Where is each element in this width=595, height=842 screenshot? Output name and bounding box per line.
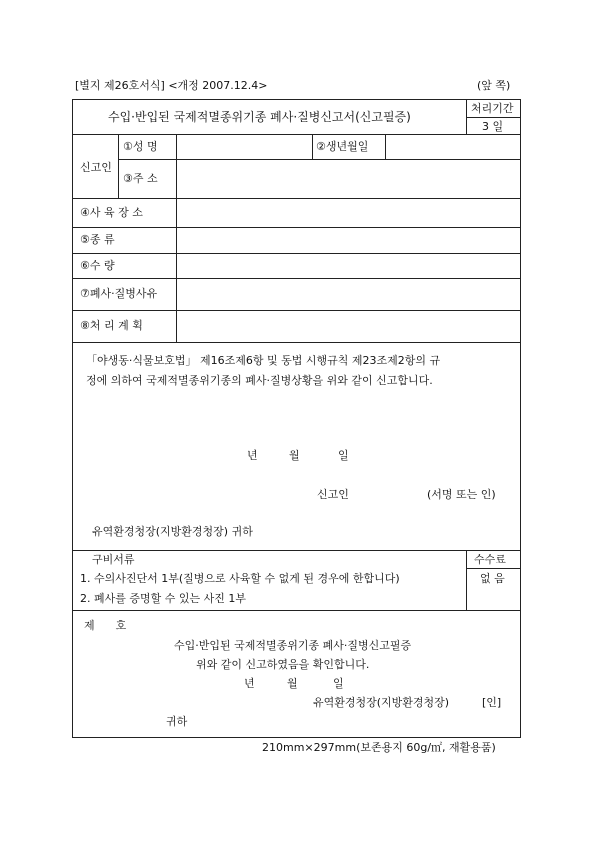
quantity-label: ⑥수 량 <box>80 259 115 272</box>
reporter-label: 신고인 <box>80 161 112 174</box>
divider <box>118 159 521 160</box>
certificate-date-month: 월 <box>287 677 298 690</box>
divider <box>72 278 521 279</box>
divider <box>466 568 521 569</box>
addressee: 유역환경청장(지방환경청장) 귀하 <box>92 525 253 538</box>
required-documents-label: 구비서류 <box>92 553 135 566</box>
processing-period-value: 3 일 <box>482 120 504 133</box>
processing-period-label: 처리기간 <box>471 102 514 115</box>
divider <box>72 134 521 135</box>
form-id: [별지 제26호서식] <개정 2007.12.4> <box>75 79 268 92</box>
fee-value: 없 음 <box>480 572 505 585</box>
divider <box>385 134 386 159</box>
page-side: (앞 쪽) <box>477 79 511 92</box>
divider <box>176 134 177 342</box>
seal-mark: [인] <box>482 696 502 709</box>
divider <box>72 610 521 611</box>
divider <box>72 550 521 551</box>
name-label: ①성 명 <box>123 140 158 153</box>
signer-label: 신고인 <box>317 488 349 501</box>
divider <box>72 310 521 311</box>
breeding-place-label: ④사 육 장 소 <box>80 206 143 219</box>
address-label: ③주 소 <box>123 172 158 185</box>
certificate-date-year: 년 <box>244 677 255 690</box>
issuer: 유역환경청장(지방환경청장) <box>313 696 450 709</box>
date-month: 월 <box>289 449 300 462</box>
paper-spec: 210mm×297mm(보존용지 60g/㎡, 재활용품) <box>262 741 496 754</box>
recipient: 귀하 <box>166 715 188 728</box>
certificate-number-label: 제 호 <box>84 619 127 632</box>
birthdate-label: ②생년월일 <box>316 140 369 153</box>
divider <box>312 134 313 159</box>
date-day: 일 <box>338 449 349 462</box>
divider <box>72 198 521 199</box>
divider <box>466 99 467 134</box>
divider <box>466 550 467 610</box>
document-item: 2. 폐사를 증명할 수 있는 사진 1부 <box>80 592 246 605</box>
death-disease-reason-label: ⑦폐사·질병사유 <box>80 287 158 300</box>
statement-line-1: 「야생동·식물보호법」 제16조제6항 및 동법 시행규칙 제23조제2항의 규 <box>86 354 441 367</box>
treatment-plan-label: ⑧처 리 계 획 <box>80 319 143 332</box>
certificate-title: 수입·반입된 국제적멸종위기종 폐사·질병신고필증 <box>174 639 412 652</box>
form-title: 수입·반입된 국제적멸종위기종 폐사·질병신고서(신고필증) <box>108 110 411 124</box>
certificate-confirmation: 위와 같이 신고하였음을 확인합니다. <box>196 658 370 671</box>
divider <box>72 342 521 343</box>
divider <box>118 134 119 198</box>
date-year: 년 <box>247 449 258 462</box>
divider <box>72 227 521 228</box>
signature-note: (서명 또는 인) <box>427 488 496 501</box>
certificate-date-day: 일 <box>333 677 344 690</box>
divider <box>72 253 521 254</box>
statement-line-2: 정에 의하여 국제적멸종위기종의 폐사·질병상황을 위와 같이 신고합니다. <box>86 374 433 387</box>
fee-label: 수수료 <box>474 553 506 566</box>
species-label: ⑤종 류 <box>80 233 115 246</box>
divider <box>466 117 521 118</box>
document-item: 1. 수의사진단서 1부(질병으로 사육할 수 없게 된 경우에 한합니다) <box>80 572 400 585</box>
